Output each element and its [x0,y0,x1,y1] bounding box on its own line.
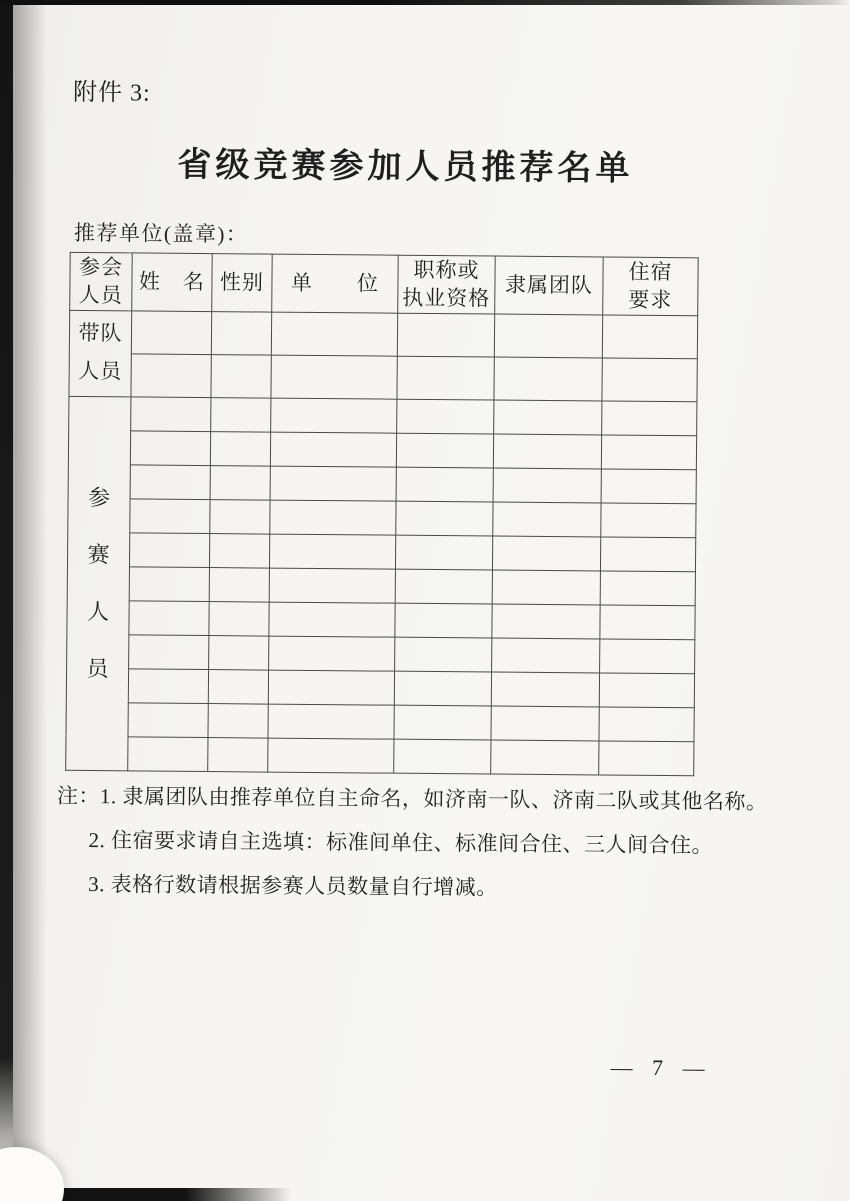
empty-cell [599,741,694,776]
recommendation-table [65,252,699,776]
empty-cell [129,635,209,670]
empty-cell [210,499,270,534]
empty-cell [494,357,602,401]
empty-cell [492,604,600,639]
empty-cell [270,432,396,467]
table-row [68,498,696,537]
empty-cell [129,567,209,602]
empty-cell [491,672,599,707]
empty-cell [394,739,491,774]
empty-cell [493,468,601,503]
row-group-label-participants: 参 赛 人 员 [66,396,131,771]
empty-cell [129,533,209,568]
scan-edge-top [0,0,850,5]
empty-cell [396,501,493,536]
empty-cell [601,503,696,538]
table-row [66,736,694,775]
table-row [66,702,694,741]
notes-prefix: 注： [56,783,101,809]
empty-cell [601,469,696,504]
notes-section [56,784,768,923]
empty-cell [493,434,601,469]
empty-cell [271,355,397,399]
empty-cell [599,707,694,742]
empty-cell [491,706,599,741]
table-row [66,668,694,707]
empty-cell [396,433,493,468]
column-header-lodging: 住宿 要求 [603,257,698,316]
empty-cell [210,431,270,466]
page-number: — 7 — [610,1054,712,1081]
empty-cell [395,637,492,672]
empty-cell [492,638,600,673]
empty-cell [271,398,397,433]
empty-cell [270,500,396,535]
empty-cell [209,533,269,568]
empty-cell [394,705,491,740]
empty-cell [491,740,599,775]
empty-cell [271,312,397,356]
empty-cell [268,670,394,705]
empty-cell [268,738,394,773]
empty-cell [130,431,210,466]
empty-cell [394,671,491,706]
empty-cell [492,570,600,605]
empty-cell [600,537,695,572]
empty-cell [208,703,268,738]
table-row [69,353,697,401]
empty-cell [131,354,211,398]
empty-cell [211,311,271,355]
note-text: 1. 隶属团队由推荐单位自主命名，如济南一队、济南二队或其他名称。 [99,784,768,814]
table-header-row [70,252,698,315]
empty-cell [131,397,211,432]
scan-edge-bottom [26,1188,292,1201]
table-row [67,566,695,605]
table-row [68,430,696,469]
attachment-label: 附件 3: [72,79,151,107]
empty-cell [209,635,269,670]
empty-cell [209,567,269,602]
empty-cell [600,639,695,674]
empty-cell [600,571,695,606]
empty-cell [493,502,601,537]
column-header-attendee-type: 参会 人员 [70,252,133,310]
empty-cell [268,704,394,739]
empty-cell [269,602,395,637]
empty-cell [494,400,602,435]
empty-cell [270,466,396,501]
empty-cell [601,435,696,470]
empty-cell [210,465,270,500]
empty-cell [269,636,395,671]
empty-cell [208,669,268,704]
empty-cell [397,399,494,434]
table-row [68,464,696,503]
empty-cell [128,669,208,704]
empty-cell [600,605,695,640]
empty-cell [397,313,494,357]
empty-cell [494,314,602,358]
empty-cell [492,536,600,571]
empty-cell [211,397,271,432]
empty-cell [128,703,208,738]
empty-cell [209,601,269,636]
empty-cell [128,737,208,772]
page-title: 省级竞赛参加人员推荐名单 [177,146,634,188]
empty-cell [211,354,271,398]
table-row [67,600,695,639]
row-group-label-leaders: 带队 人员 [69,310,132,397]
empty-cell [599,673,694,708]
empty-cell [130,499,210,534]
empty-cell [395,535,492,570]
column-header-team: 隶属团队 [495,256,603,315]
scan-left-shadow [13,0,47,1201]
column-header-gender: 性别 [212,254,273,312]
empty-cell [269,534,395,569]
empty-cell [602,315,697,359]
table-row [69,310,697,358]
note-text: 2. 住宿要求请自主选填：标准间单住、标准间合住、三人间合住。 [88,828,714,858]
empty-cell [131,311,211,355]
empty-cell [208,737,268,772]
column-header-title-or-qualification: 职称或 执业资格 [398,255,495,314]
empty-cell [395,603,492,638]
empty-cell [129,601,209,636]
column-header-name: 姓 名 [132,253,213,311]
note-text: 3. 表格行数请根据参赛人员数量自行增减。 [88,872,498,900]
column-header-unit: 单 位 [272,254,398,313]
empty-cell [130,465,210,500]
empty-cell [397,356,494,400]
seal-label: 推荐单位(盖章)： [73,220,249,247]
note-item [88,872,767,902]
table-row [67,532,695,571]
empty-cell [602,401,697,436]
empty-cell [602,358,697,402]
table-row [69,396,697,435]
empty-cell [396,467,493,502]
empty-cell [269,568,395,603]
table-row [67,634,695,673]
note-item [57,784,768,814]
note-item [88,828,767,858]
empty-cell [395,569,492,604]
scan-edge-left [0,0,13,1175]
